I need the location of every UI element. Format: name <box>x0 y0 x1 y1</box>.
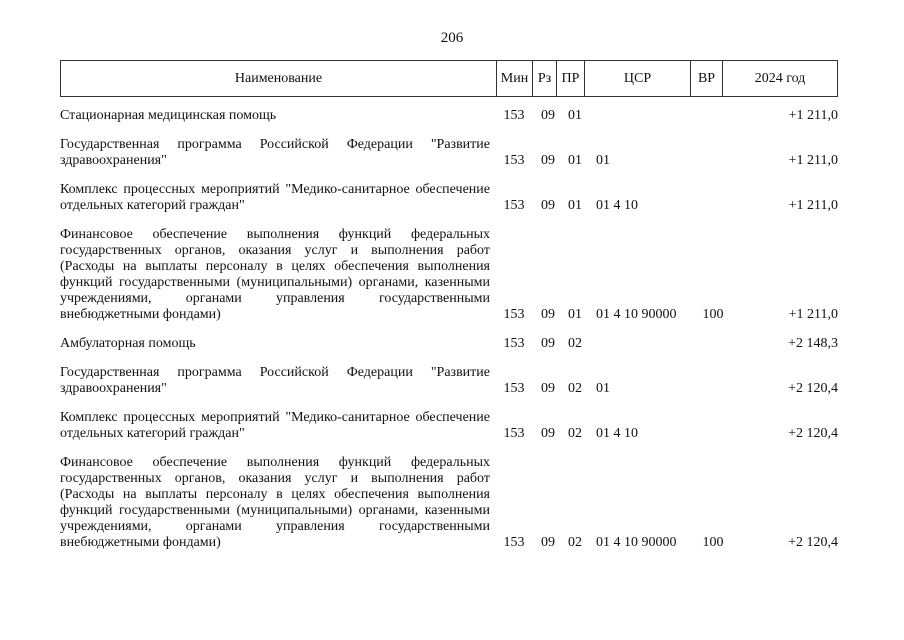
row-name: Амбулаторная помощь <box>60 336 196 351</box>
row-min: 153 <box>503 426 525 441</box>
row-rz: 09 <box>541 426 555 441</box>
row-sum: +1 211,0 <box>788 198 838 213</box>
table-row <box>60 137 838 169</box>
row-sum: +2 120,4 <box>788 426 838 441</box>
row-sum: +1 211,0 <box>788 307 838 322</box>
row-min: 153 <box>503 535 525 550</box>
row-sum: +1 211,0 <box>788 108 838 123</box>
row-sum: +1 211,0 <box>788 153 838 168</box>
row-rz: 09 <box>541 336 555 351</box>
header-pr: ПР <box>556 61 584 96</box>
table-row <box>60 410 838 442</box>
table-row <box>60 455 838 551</box>
row-pr: 02 <box>568 381 582 396</box>
row-pr: 01 <box>568 153 582 168</box>
table-row <box>60 227 838 323</box>
row-csr: 01 <box>596 153 610 168</box>
row-rz: 09 <box>541 535 555 550</box>
row-sum: +2 120,4 <box>788 535 838 550</box>
row-csr: 01 4 10 <box>596 198 638 213</box>
header-year: 2024 год <box>722 61 837 96</box>
row-csr: 01 4 10 <box>596 426 638 441</box>
row-min: 153 <box>503 198 525 213</box>
row-name: Комплекс процессных мероприятий "Медико-санитарное обеспечение отдельных категорий граждан" <box>60 410 490 441</box>
row-vr: 100 <box>702 307 724 322</box>
row-pr: 01 <box>568 307 582 322</box>
row-pr: 02 <box>568 426 582 441</box>
table-row <box>60 336 838 352</box>
row-min: 153 <box>503 381 525 396</box>
row-sum: +2 120,4 <box>788 381 838 396</box>
header-name: Наименование <box>234 70 323 86</box>
row-pr: 02 <box>568 336 582 351</box>
row-sum: +2 148,3 <box>788 336 838 351</box>
header-rz: Рз <box>532 61 556 96</box>
row-csr: 01 <box>596 381 610 396</box>
header-vr: ВР <box>690 61 722 96</box>
row-name: Стационарная медицинская помощь <box>60 108 277 123</box>
table-header <box>60 60 838 97</box>
row-name: Финансовое обеспечение выполнения функций федеральных государственных органов, оказания услуг и выполнения работ (Расходы на выплаты персоналу в целях обеспечения выполнения функций государственными (муниципальными) органами, казенными учреждениями, органами управления государственными внебюджетными фондами) <box>60 455 490 550</box>
table-body <box>60 108 838 564</box>
row-min: 153 <box>503 307 525 322</box>
page-number: 206 <box>440 30 464 46</box>
row-vr: 100 <box>702 535 724 550</box>
row-rz: 09 <box>541 108 555 123</box>
row-name: Комплекс процессных мероприятий "Медико-санитарное обеспечение отдельных категорий граждан" <box>60 182 490 213</box>
header-csr: ЦСР <box>584 61 690 96</box>
row-min: 153 <box>503 336 525 351</box>
row-pr: 01 <box>568 198 582 213</box>
row-name: Государственная программа Российской Федерации "Развитие здравоохранения" <box>60 365 490 396</box>
table-row <box>60 365 838 397</box>
row-csr: 01 4 10 90000 <box>596 535 677 550</box>
row-name: Государственная программа Российской Федерации "Развитие здравоохранения" <box>60 137 490 168</box>
row-rz: 09 <box>541 307 555 322</box>
table-row <box>60 182 838 214</box>
row-csr: 01 4 10 90000 <box>596 307 677 322</box>
header-min: Мин <box>496 61 532 96</box>
row-min: 153 <box>503 108 525 123</box>
row-min: 153 <box>503 153 525 168</box>
row-rz: 09 <box>541 381 555 396</box>
row-rz: 09 <box>541 153 555 168</box>
row-pr: 02 <box>568 535 582 550</box>
row-pr: 01 <box>568 108 582 123</box>
row-name: Финансовое обеспечение выполнения функций федеральных государственных органов, оказания услуг и выполнения работ (Расходы на выплаты персоналу в целях обеспечения выполнения функций государственными (муниципальными) органами, казенными учреждениями, органами управления государственными внебюджетными фондами) <box>60 227 490 322</box>
row-rz: 09 <box>541 198 555 213</box>
table-row <box>60 108 838 124</box>
